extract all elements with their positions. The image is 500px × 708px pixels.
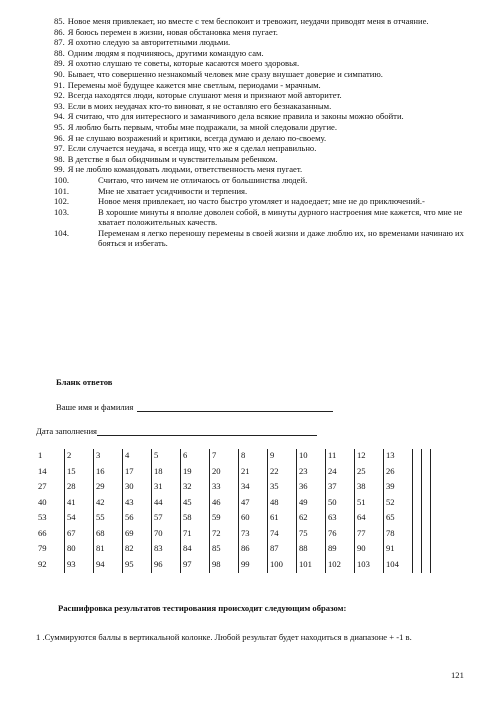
grid-extra-column	[413, 527, 422, 543]
grid-cell[interactable]: 11	[326, 449, 355, 465]
grid-cell[interactable]: 63	[326, 511, 355, 527]
grid-extra-column	[413, 449, 422, 465]
grid-cell[interactable]: 93	[65, 558, 94, 574]
question-number: 94.	[54, 111, 65, 122]
grid-extra-column	[422, 480, 431, 496]
grid-cell[interactable]: 66	[38, 527, 47, 538]
grid-extra-column	[413, 465, 422, 481]
grid-row	[36, 527, 431, 543]
answer-grid	[36, 449, 431, 573]
question-text: Я считаю, что для интересного и заманчивого дела всякие правила и законы можно обойти.	[67, 111, 404, 122]
grid-row	[36, 465, 431, 481]
question-item	[54, 164, 474, 175]
grid-cell[interactable]: 83	[152, 542, 181, 558]
question-item	[54, 80, 474, 91]
grid-cell[interactable]: 56	[123, 511, 152, 527]
grid-cell[interactable]: 20	[210, 465, 239, 481]
grid-cell[interactable]: 59	[210, 511, 239, 527]
question-number: 89.	[54, 58, 65, 69]
grid-cell[interactable]: 81	[94, 542, 123, 558]
grid-cell[interactable]: 21	[239, 465, 268, 481]
question-item	[54, 111, 474, 122]
question-number: 93.	[54, 100, 65, 111]
grid-extra-column	[422, 465, 431, 481]
grid-cell[interactable]: 24	[326, 465, 355, 481]
grid-cell[interactable]: 35	[268, 480, 297, 496]
question-number: 99.	[54, 164, 65, 175]
grid-cell[interactable]: 43	[123, 496, 152, 512]
grid-cell[interactable]: 31	[152, 480, 181, 496]
grid-cell[interactable]: 75	[297, 527, 326, 543]
grid-extra-column	[413, 496, 422, 512]
grid-cell[interactable]: 37	[326, 480, 355, 496]
grid-cell[interactable]: 13	[384, 449, 413, 465]
question-number: 101.	[54, 185, 70, 196]
grid-cell[interactable]: 34	[239, 480, 268, 496]
grid-cell[interactable]: 52	[384, 496, 413, 512]
grid-cell[interactable]: 33	[210, 480, 239, 496]
grid-cell[interactable]: 68	[94, 527, 123, 543]
question-item	[54, 48, 474, 59]
question-text: Переменам я легко переношу перемены в своей жизни и даже люблю их, но временами начинаю их бояться и избегать.	[98, 227, 464, 249]
grid-cell[interactable]: 48	[268, 496, 297, 512]
question-number: 98.	[54, 153, 65, 164]
grid-cell[interactable]: 86	[239, 542, 268, 558]
grid-cell[interactable]: 95	[123, 558, 152, 574]
decode-note: 1 .Суммируются баллы в вертикальной колонке. Любой результат будет находиться в диапазоне + -1 в.	[36, 632, 412, 642]
question-item	[54, 122, 474, 133]
grid-cell[interactable]: 42	[94, 496, 123, 512]
question-number: 87.	[54, 37, 65, 48]
grid-cell[interactable]: 3	[94, 449, 123, 465]
grid-cell[interactable]: 54	[65, 511, 94, 527]
grid-cell[interactable]: 88	[297, 542, 326, 558]
grid-cell[interactable]: 49	[297, 496, 326, 512]
name-field	[56, 402, 333, 412]
grid-cell[interactable]: 77	[355, 527, 384, 543]
grid-cell[interactable]: 22	[268, 465, 297, 481]
question-number: 90.	[54, 68, 65, 79]
question-text: Я не люблю командовать людьми, ответственность меня пугает.	[67, 164, 303, 175]
grid-cell[interactable]: 92	[38, 558, 47, 569]
question-text: Мне не хватает усидчивости и терпения.	[98, 185, 248, 196]
grid-extra-column	[413, 558, 422, 574]
page-number: 121	[451, 670, 464, 680]
grid-cell[interactable]: 27	[38, 481, 47, 491]
grid-row	[36, 511, 431, 527]
grid-cell[interactable]: 96	[152, 558, 181, 574]
grid-cell[interactable]: 84	[181, 542, 210, 558]
grid-cell[interactable]: 44	[152, 496, 181, 512]
question-text: Одним людям я подчиняюсь, другими командую сам.	[67, 47, 264, 58]
grid-cell[interactable]: 15	[65, 465, 94, 481]
grid-cell[interactable]: 80	[65, 542, 94, 558]
grid-cell[interactable]: 25	[355, 465, 384, 481]
question-item	[54, 58, 474, 69]
question-item	[54, 101, 474, 112]
grid-cell[interactable]: 47	[239, 496, 268, 512]
grid-cell[interactable]: 64	[355, 511, 384, 527]
grid-row	[36, 496, 431, 512]
grid-extra-column	[422, 511, 431, 527]
question-text: Новое меня привлекает, но вместе с тем беспокоит и тревожит, неудачи приводят меня в отчаяние.	[67, 16, 429, 26]
grid-cell[interactable]: 61	[268, 511, 297, 527]
grid-cell[interactable]: 38	[355, 480, 384, 496]
question-number: 91.	[54, 79, 65, 90]
grid-cell[interactable]: 103	[355, 558, 384, 574]
grid-cell[interactable]: 4	[123, 449, 152, 465]
grid-cell[interactable]: 99	[239, 558, 268, 574]
grid-cell[interactable]: 14	[38, 465, 47, 476]
question-number: 95.	[54, 121, 65, 132]
grid-cell[interactable]: 51	[355, 496, 384, 512]
decode-heading: Расшифровка результатов тестирования происходит следующим образом:	[58, 603, 347, 613]
grid-cell[interactable]: 8	[239, 449, 268, 465]
grid-cell[interactable]: 53	[38, 512, 47, 522]
grid-cell[interactable]: 17	[123, 465, 152, 481]
grid-cell[interactable]: 58	[181, 511, 210, 527]
grid-cell[interactable]: 79	[38, 543, 47, 553]
grid-extra-column	[422, 542, 431, 558]
grid-cell[interactable]: 39	[384, 480, 413, 496]
question-text: Всегда находятся люди, которые слушают меня и признают мой авторитет.	[67, 90, 342, 101]
grid-cell[interactable]: 16	[94, 465, 123, 481]
grid-cell[interactable]: 50	[326, 496, 355, 512]
grid-cell[interactable]: 104	[384, 558, 413, 574]
question-item	[54, 37, 474, 48]
question-item	[54, 69, 474, 80]
question-list	[54, 16, 474, 249]
grid-cell[interactable]: 89	[326, 542, 355, 558]
grid-cell[interactable]: 12	[355, 449, 384, 465]
grid-cell[interactable]: 10	[297, 449, 326, 465]
grid-cell[interactable]: 72	[210, 527, 239, 543]
grid-cell[interactable]: 60	[239, 511, 268, 527]
question-text: Бывает, что совершенно незнакомый человек мне сразу внушает доверие и симпатию.	[67, 68, 383, 79]
question-text: Я охотно слушаю те советы, которые касаются моего здоровья.	[67, 58, 300, 69]
grid-cell[interactable]: 55	[94, 511, 123, 527]
date-line[interactable]	[97, 428, 317, 436]
grid-cell[interactable]: 91	[384, 542, 413, 558]
grid-cell[interactable]: 100	[268, 558, 297, 574]
question-item	[54, 90, 474, 101]
question-number: 92.	[54, 90, 65, 101]
question-number: 102.	[54, 196, 70, 207]
grid-cell[interactable]: 29	[94, 480, 123, 496]
grid-extra-column	[422, 527, 431, 543]
grid-cell[interactable]: 46	[210, 496, 239, 512]
question-number: 88.	[54, 47, 65, 58]
question-text: Я охотно следую за авторитетными людьми.	[67, 37, 231, 48]
question-number: 86.	[54, 26, 65, 37]
grid-cell[interactable]: 30	[123, 480, 152, 496]
question-text: Я люблю быть первым, чтобы мне подражали, за мной следовали другие.	[67, 121, 338, 132]
question-text: Считаю, что ничем не отличаюсь от большинства людей.	[98, 174, 308, 185]
grid-cell[interactable]: 5	[152, 449, 181, 465]
grid-cell[interactable]: 101	[297, 558, 326, 574]
grid-cell[interactable]: 7	[210, 449, 239, 465]
grid-cell[interactable]: 90	[355, 542, 384, 558]
grid-extra-column	[413, 542, 422, 558]
grid-extra-column	[422, 496, 431, 512]
grid-cell[interactable]: 32	[181, 480, 210, 496]
grid-cell[interactable]: 102	[326, 558, 355, 574]
name-line[interactable]	[137, 404, 333, 412]
grid-cell[interactable]: 9	[268, 449, 297, 465]
grid-cell[interactable]: 41	[65, 496, 94, 512]
question-item	[54, 143, 474, 154]
grid-cell[interactable]: 28	[65, 480, 94, 496]
grid-cell[interactable]: 67	[65, 527, 94, 543]
grid-extra-column	[422, 558, 431, 574]
grid-cell[interactable]: 82	[123, 542, 152, 558]
question-text: Я боюсь перемен в жизни, новая обстановка меня пугает.	[67, 26, 278, 37]
grid-cell[interactable]: 6	[181, 449, 210, 465]
question-text: Я не слушаю возражений и критики, всегда думаю и делаю по-своему.	[67, 132, 327, 143]
question-item	[54, 186, 474, 197]
grid-cell[interactable]: 74	[268, 527, 297, 543]
grid-cell[interactable]: 85	[210, 542, 239, 558]
question-number: 97.	[54, 143, 65, 154]
grid-cell[interactable]: 98	[210, 558, 239, 574]
grid-cell[interactable]: 23	[297, 465, 326, 481]
grid-cell[interactable]: 94	[94, 558, 123, 574]
question-text: Перемены моё будущее кажется мне светлым, периодами - мрачным.	[67, 79, 321, 90]
grid-cell[interactable]: 19	[181, 465, 210, 481]
grid-cell[interactable]: 65	[384, 511, 413, 527]
question-item	[54, 133, 474, 144]
grid-row	[36, 449, 431, 465]
grid-cell[interactable]: 76	[326, 527, 355, 543]
question-text: В детстве я был обидчивым и чувствительным ребенком.	[67, 153, 278, 164]
grid-cell[interactable]: 69	[123, 527, 152, 543]
question-item	[54, 27, 474, 38]
question-number: 103.	[54, 206, 70, 217]
question-text: Если случается неудача, я всегда ищу, что же я сделал неправильно.	[67, 143, 317, 154]
grid-cell[interactable]: 57	[152, 511, 181, 527]
grid-cell[interactable]: 78	[384, 527, 413, 543]
question-number: 104.	[54, 227, 70, 238]
question-text: В хорошие минуты я вполне доволен собой, в минуты дурного настроения мне кажется, что мне не хватает положительных качеств.	[98, 206, 463, 228]
grid-extra-column	[413, 480, 422, 496]
name-label: Ваше имя и фамилия	[56, 402, 134, 412]
grid-extra-column	[413, 511, 422, 527]
question-item	[54, 175, 474, 186]
grid-cell[interactable]: 45	[181, 496, 210, 512]
question-item	[54, 196, 474, 207]
question-item	[54, 16, 474, 27]
grid-cell[interactable]: 18	[152, 465, 181, 481]
question-number: 85.	[54, 16, 65, 26]
grid-cell[interactable]: 26	[384, 465, 413, 481]
grid-extra-column	[422, 449, 431, 465]
grid-row	[36, 558, 431, 574]
question-item	[54, 154, 474, 165]
grid-row	[36, 480, 431, 496]
grid-cell[interactable]: 1	[38, 450, 43, 460]
question-number: 100.	[54, 174, 70, 185]
date-label: Дата заполнения	[36, 426, 98, 436]
grid-cell[interactable]: 40	[38, 496, 47, 507]
question-text: Если в моих неудачах кто-то виноват, я не оставляю его безнаказанным.	[67, 100, 332, 111]
question-number: 96.	[54, 132, 65, 143]
date-field	[36, 426, 317, 436]
grid-cell[interactable]: 71	[181, 527, 210, 543]
grid-cell[interactable]: 73	[239, 527, 268, 543]
grid-cell[interactable]: 36	[297, 480, 326, 496]
question-item	[54, 207, 474, 228]
question-text: Новое меня привлекает, но часто быстро утомляет и надоедает; мне не до приключений.-	[98, 196, 425, 207]
answer-form-title: Бланк ответов	[56, 377, 113, 387]
grid-cell[interactable]: 2	[65, 449, 94, 465]
grid-cell[interactable]: 97	[181, 558, 210, 574]
grid-cell[interactable]: 87	[268, 542, 297, 558]
question-item	[54, 228, 474, 249]
grid-cell[interactable]: 70	[152, 527, 181, 543]
grid-row	[36, 542, 431, 558]
grid-cell[interactable]: 62	[297, 511, 326, 527]
